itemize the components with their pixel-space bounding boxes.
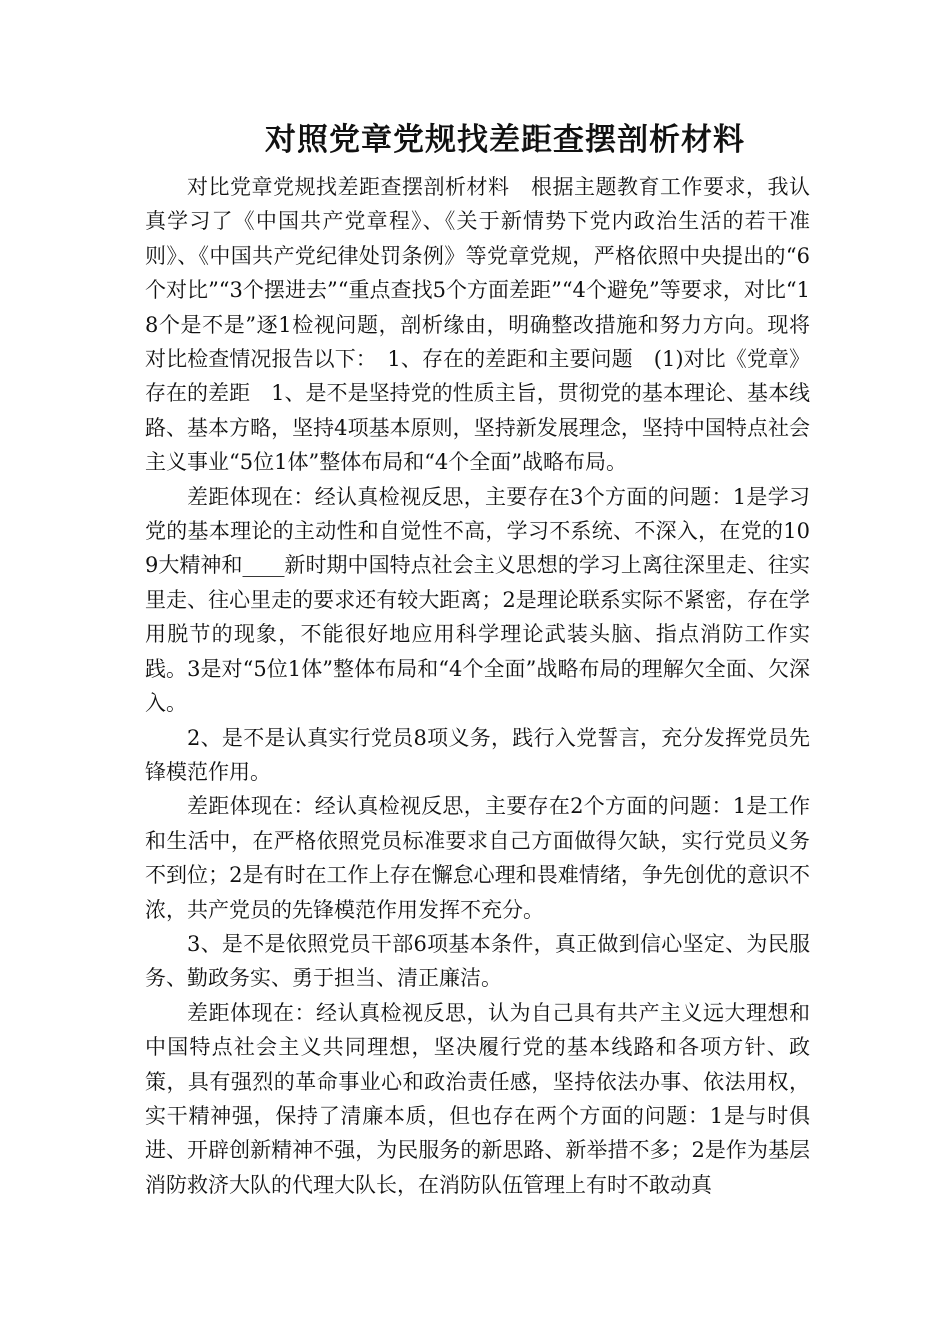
paragraph-gap-1: 差距体现在：经认真检视反思，主要存在3个方面的问题：1是学习党的基本理论的主动性和自觉性不高，学习不系统、不深入，在党的109大精神和____新时期中国特点社会主义思想的学习上离往深里走、往实里走、往心里走的要求还有较大距离；2是理论联系实际不紧密，存在学用脱节的现象，不能很好地应用科学理论武装头脑、指点消防工作实践。3是对“5位1体”整体布局和“4个全面”战略布局的理解欠全面、欠深入。 — [145, 484, 810, 716]
document-title: 对照党章党规找差距查摆剖析材料 — [265, 122, 745, 158]
paragraph-gap-2: 差距体现在：经认真检视反思，主要存在2个方面的问题：1是工作和生活中，在严格依照党员标准要求自己方面做得欠缺，实行党员义务不到位；2是有时在工作上存在懈怠心理和畏难情绪，争先创优的意识不浓，共产党员的先锋模范作用发挥不充分。 — [145, 794, 810, 922]
paragraph-intro: 对比党章党规找差距查摆剖析材料 根据主题教育工作要求，我认真学习了《中国共产党章程》、《关于新情势下党内政治生活的若干准则》、《中国共产党纪律处罚条例》等党章党规，严格依照中央提出的“6个对比”“3个摆进去”“重点查找5个方面差距”“4个避免”等要求，对比“18个是不是”逐1检视问题，剖析缘由，明确整改措施和努力方向。现将对比检查情况报告以下： 1、存在的差距和主要问题 (1)对比《党章》存在的差距 1、是不是坚持党的性质主旨，贯彻党的基本理论、基本线路、基本方略，坚持4项基本原则，坚持新发展理念，坚持中国特点社会主义事业“5位1体”整体布局和“4个全面”战略布局。 — [145, 175, 810, 475]
paragraph-item-2: 2、是不是认真实行党员8项义务，践行入党誓言，充分发挥党员先锋模范作用。 — [145, 725, 810, 784]
document-body — [145, 170, 810, 1202]
paragraph-gap-3: 差距体现在：经认真检视反思，认为自己具有共产主义远大理想和中国特点社会主义共同理想，坚决履行党的基本线路和各项方针、政策，具有强烈的革命事业心和政治责任感，坚持依法办事、依法用权，实干精神强，保持了清廉本质，但也存在两个方面的问题：1是与时俱进、开辟创新精神不强，为民服务的新思路、新举措不多；2是作为基层消防救济大队的代理大队长，在消防队伍管理上有时不敢动真 — [145, 1000, 810, 1197]
paragraph-item-3: 3、是不是依照党员干部6项基本条件，真正做到信心坚定、为民服务、勤政务实、勇于担当、清正廉洁。 — [145, 931, 810, 991]
